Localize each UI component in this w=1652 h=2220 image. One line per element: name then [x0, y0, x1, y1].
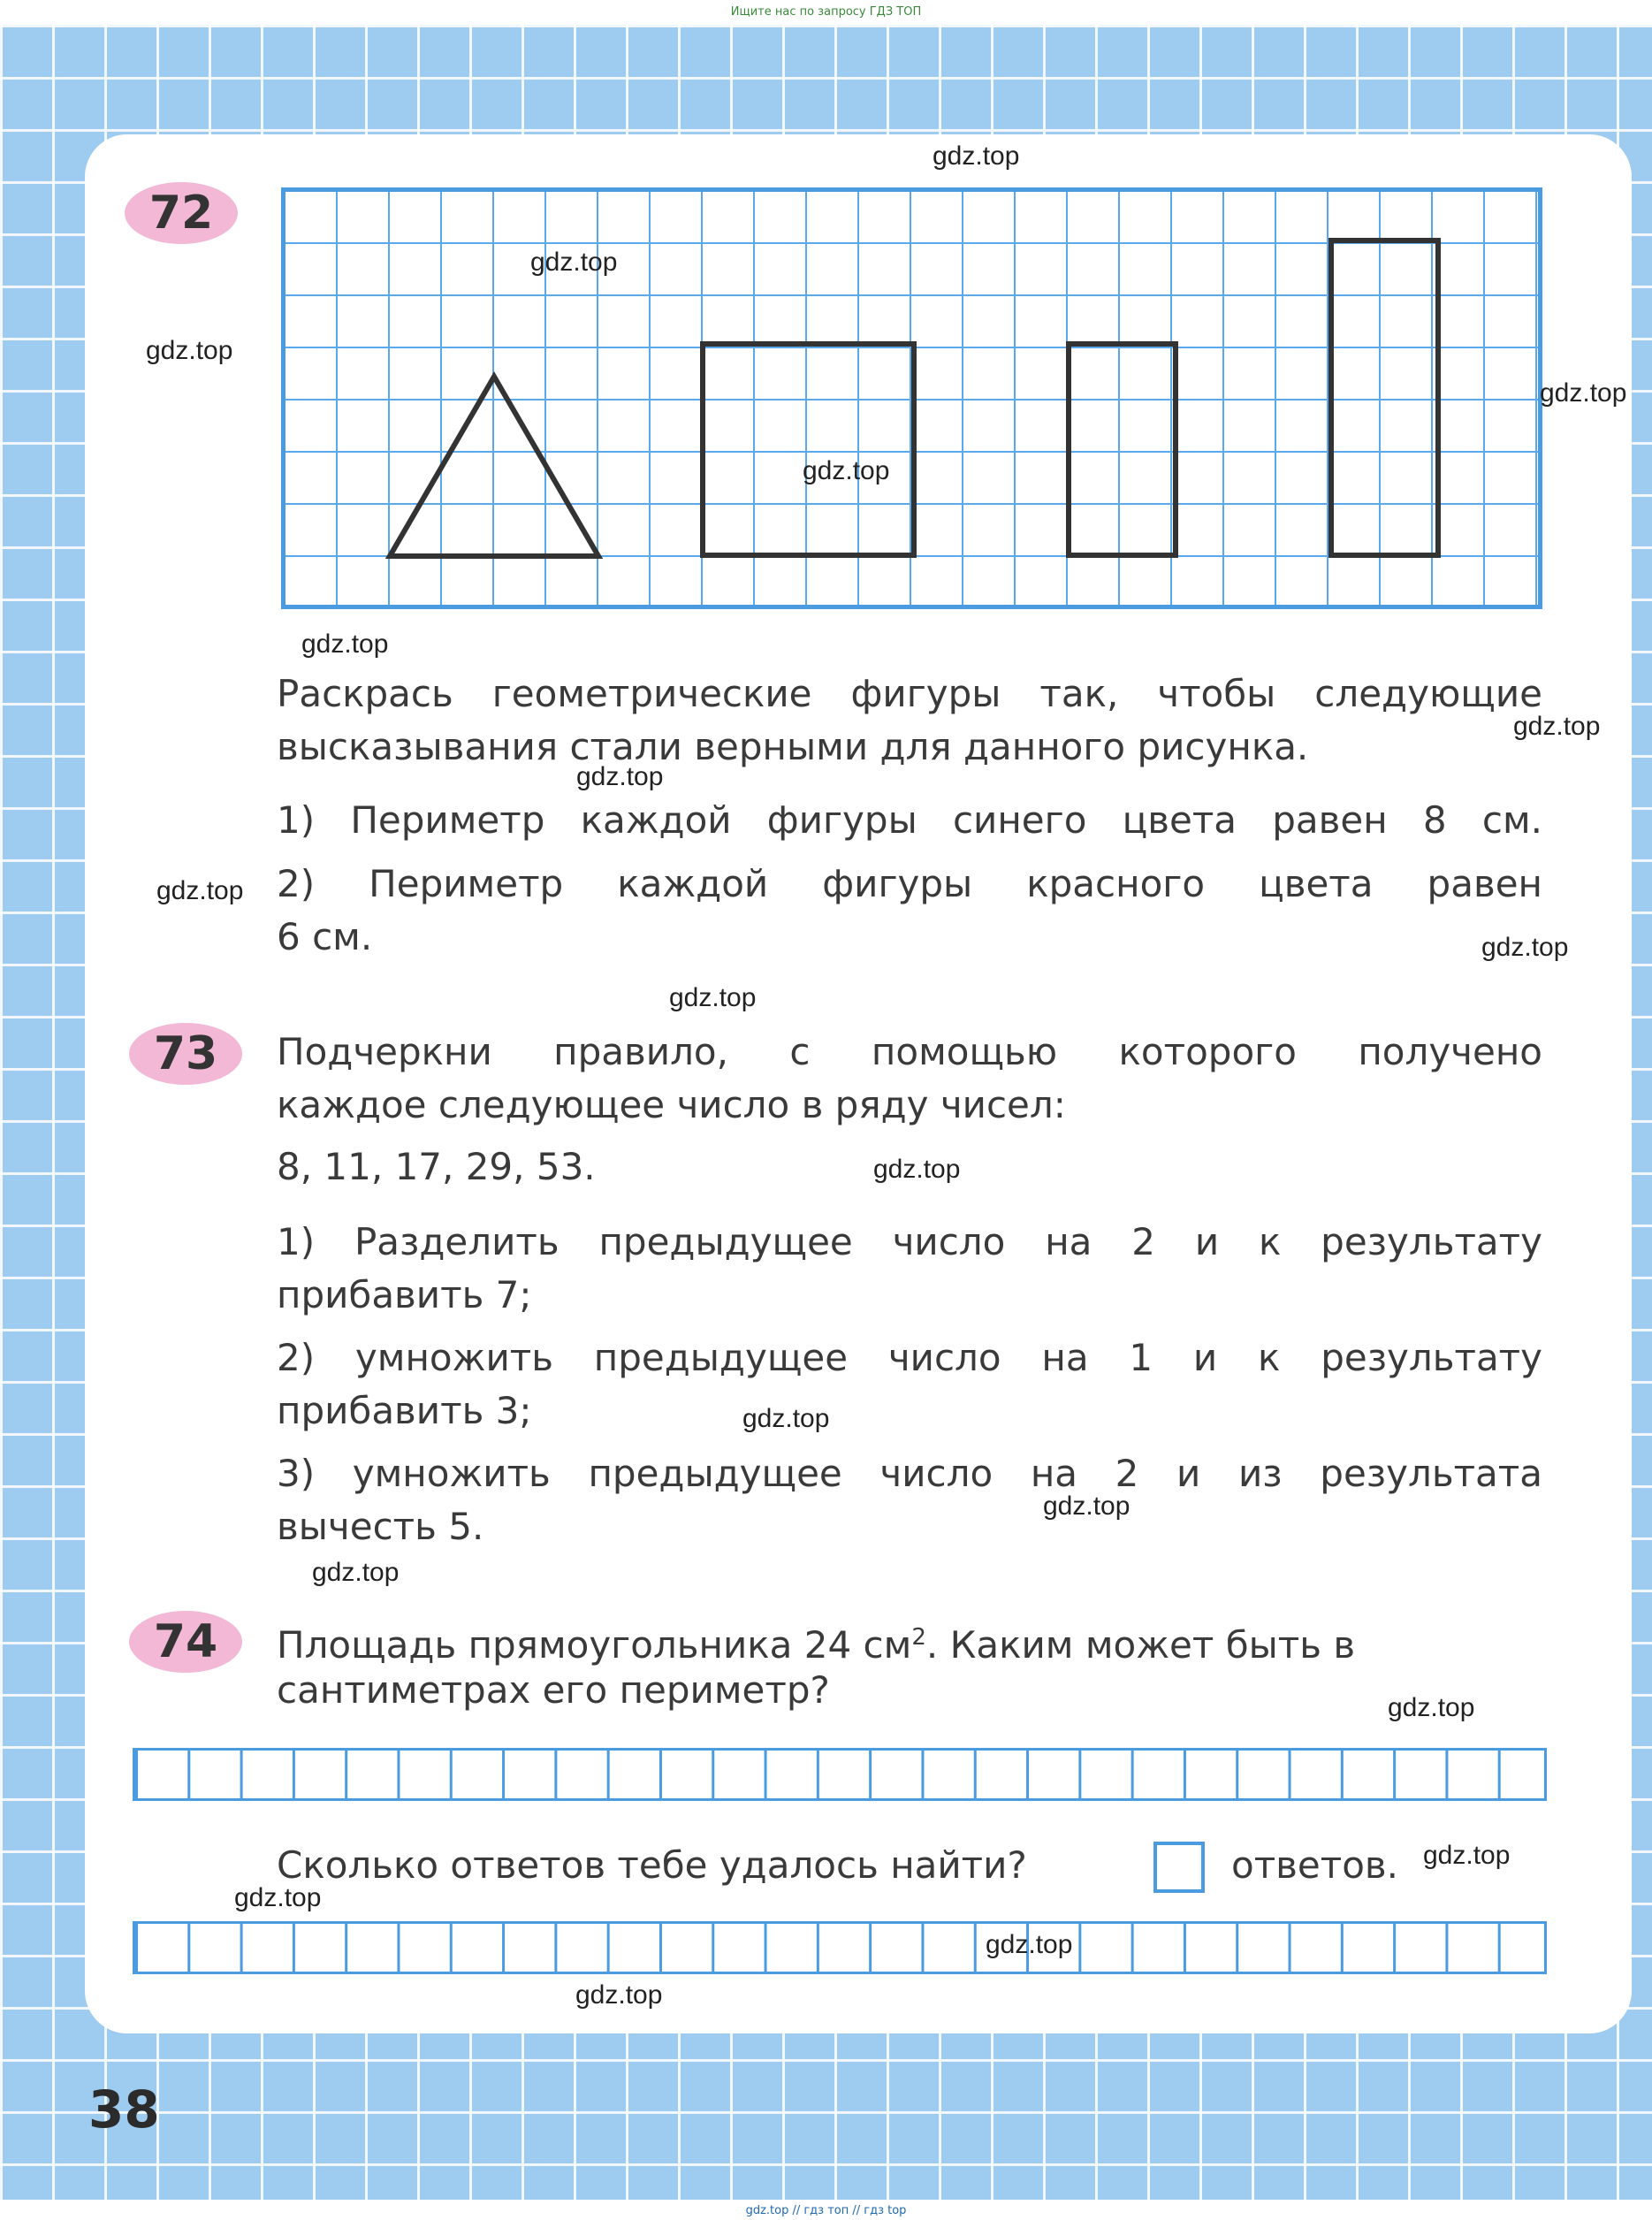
triangle-shape[interactable]	[390, 377, 598, 556]
task-73-sequence: 8, 11, 17, 29, 53.	[277, 1145, 596, 1188]
watermark: gdz.top	[576, 762, 664, 791]
watermark: gdz.top	[1540, 378, 1627, 408]
watermark: gdz.top	[986, 1930, 1073, 1959]
task-73-line1: Подчеркни правило, с помощью которого получено	[277, 1030, 1542, 1073]
watermark: gdz.top	[1423, 1841, 1511, 1870]
tall-rectangle-shape[interactable]	[1331, 240, 1438, 555]
task-74-line1-b: . Каким может быть в	[925, 1623, 1356, 1667]
watermark: gdz.top	[873, 1155, 961, 1184]
answer-count-box[interactable]	[1153, 1842, 1205, 1893]
footer-note: gdz.top // гдз топ // гдз top	[745, 2204, 907, 2217]
watermark: gdz.top	[146, 336, 233, 365]
watermark: gdz.top	[156, 876, 244, 905]
task-72-item2-line2: 6 см.	[277, 915, 373, 958]
watermark: gdz.top	[301, 629, 389, 659]
watermark: gdz.top	[669, 983, 757, 1012]
task-72-instruction-line2: высказывания стали верными для данного рисунка.	[277, 725, 1309, 768]
task-73-option3-line1[interactable]: 3) умножить предыдущее число на 2 и из результата	[277, 1452, 1542, 1495]
watermark: gdz.top	[933, 141, 1020, 171]
watermark: gdz.top	[742, 1404, 830, 1433]
task-73-option1-line1[interactable]: 1) Разделить предыдущее число на 2 и к результату	[277, 1220, 1542, 1263]
header-note: Ищите нас по запросу ГДЗ ТОП	[730, 5, 922, 19]
answer-cells-row-1[interactable]	[133, 1748, 1547, 1801]
watermark: gdz.top	[1513, 712, 1601, 741]
task-73-option1-line2[interactable]: прибавить 7;	[277, 1273, 532, 1316]
task-72-item2-line1: 2) Периметр каждой фигуры красного цвета равен	[277, 862, 1542, 905]
watermark: gdz.top	[575, 1980, 663, 2010]
task-73-option3-line2[interactable]: вычесть 5.	[277, 1505, 484, 1548]
page-number: 38	[88, 2079, 160, 2140]
task-72-item1: 1) Периметр каждой фигуры синего цвета равен 8 см.	[277, 798, 1542, 842]
task-74-question: Сколько ответов тебе удалось найти?	[277, 1843, 1027, 1887]
task-74-answers-word: ответов.	[1231, 1843, 1399, 1887]
task-74-line1-a: Площадь прямоугольника 24 см	[277, 1623, 912, 1667]
watermark: gdz.top	[1388, 1693, 1475, 1722]
task-74-badge: 74	[129, 1611, 242, 1673]
watermark: gdz.top	[234, 1883, 322, 1912]
watermark: gdz.top	[1043, 1491, 1131, 1521]
task-74-line1	[277, 1611, 1542, 1672]
answer-cells-row-2[interactable]	[133, 1921, 1547, 1974]
task-74-superscript: 2	[911, 1624, 926, 1651]
task-72-badge: 72	[125, 182, 238, 244]
watermark: gdz.top	[530, 248, 618, 277]
watermark: gdz.top	[312, 1558, 400, 1587]
watermark: gdz.top	[803, 456, 890, 485]
task-73-badge: 73	[129, 1023, 242, 1085]
square-shape[interactable]	[703, 344, 914, 555]
narrow-rectangle-shape[interactable]	[1069, 344, 1176, 555]
watermark: gdz.top	[1481, 933, 1569, 962]
task-74-line2: сантиметрах его периметр?	[277, 1668, 830, 1712]
task-73-option2-line1[interactable]: 2) умножить предыдущее число на 1 и к результату	[277, 1336, 1542, 1379]
task-73-line2: каждое следующее число в ряду чисел:	[277, 1083, 1066, 1126]
task-73-option2-line2[interactable]: прибавить 3;	[277, 1389, 532, 1432]
task-72-instruction-line1: Раскрась геометрические фигуры так, чтобы следующие	[277, 672, 1542, 715]
